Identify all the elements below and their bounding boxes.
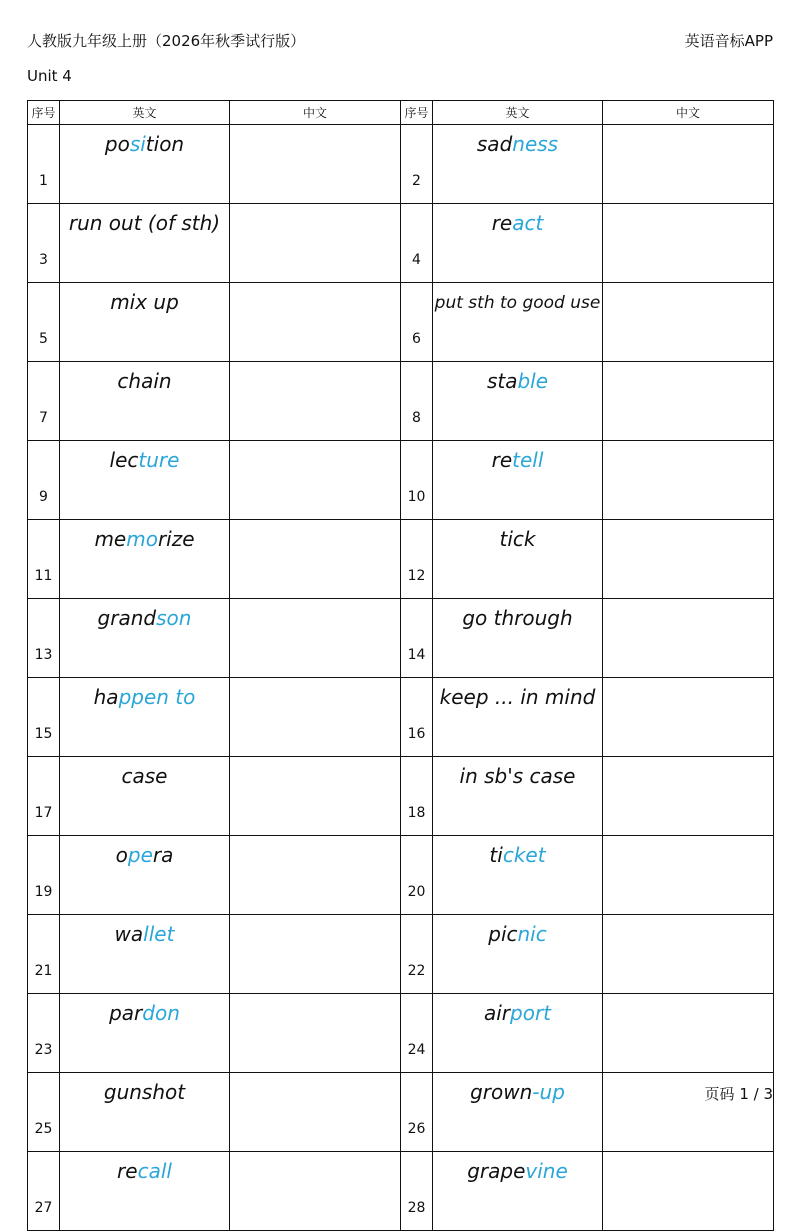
english-word: [60, 204, 230, 283]
header-chinese-right: 中文: [603, 101, 774, 125]
chinese-answer-cell[interactable]: [603, 1152, 774, 1231]
chinese-answer-cell[interactable]: [230, 599, 401, 678]
syllable-highlight: -up: [532, 1080, 565, 1104]
table-row: [28, 283, 774, 362]
english-word: [433, 283, 603, 362]
chinese-answer-cell[interactable]: [230, 1073, 401, 1152]
chinese-answer-cell[interactable]: [603, 994, 774, 1073]
syllable: re: [491, 211, 513, 235]
english-word: [433, 994, 603, 1073]
english-word: [60, 441, 230, 520]
syllable: grape: [467, 1159, 526, 1183]
syllable-highlight: son: [156, 606, 192, 630]
syllable: pic: [488, 922, 518, 946]
syllable: sad: [476, 132, 513, 156]
entry-number: 22: [401, 915, 433, 994]
entry-number: 10: [401, 441, 433, 520]
syllable: po: [104, 132, 130, 156]
english-word: [433, 520, 603, 599]
syllable-highlight: mo: [126, 527, 158, 551]
table-row: [28, 1073, 774, 1152]
chinese-answer-cell[interactable]: [603, 678, 774, 757]
chinese-answer-cell[interactable]: [230, 362, 401, 441]
english-word: [433, 1073, 603, 1152]
english-word: [433, 678, 603, 757]
chinese-answer-cell[interactable]: [230, 204, 401, 283]
entry-number: 7: [28, 362, 60, 441]
english-word: [60, 362, 230, 441]
syllable: rize: [157, 527, 195, 551]
entry-number: 6: [401, 283, 433, 362]
table-row: [28, 362, 774, 441]
entry-number: 28: [401, 1152, 433, 1231]
chinese-answer-cell[interactable]: [230, 125, 401, 204]
table-row: [28, 994, 774, 1073]
header-index-right: 序号: [401, 101, 433, 125]
chinese-answer-cell[interactable]: [230, 283, 401, 362]
syllable: me: [94, 527, 127, 551]
app-name: 英语音标APP: [684, 32, 773, 50]
document-title: 人教版九年级上册（2026年秋季试行版）: [27, 32, 306, 50]
english-word: [60, 915, 230, 994]
entry-number: 24: [401, 994, 433, 1073]
entry-number: 8: [401, 362, 433, 441]
syllable-highlight: nic: [517, 922, 547, 946]
syllable: o: [115, 843, 128, 867]
entry-number: 27: [28, 1152, 60, 1231]
syllable: chain: [117, 369, 172, 393]
table-row: [28, 125, 774, 204]
english-word: [60, 836, 230, 915]
entry-number: 19: [28, 836, 60, 915]
syllable: case: [121, 764, 168, 788]
syllable-highlight: don: [142, 1001, 180, 1025]
chinese-answer-cell[interactable]: [230, 678, 401, 757]
entry-number: 17: [28, 757, 60, 836]
english-word: [433, 1152, 603, 1231]
table-row: [28, 757, 774, 836]
english-word: [60, 599, 230, 678]
entry-number: 14: [401, 599, 433, 678]
syllable: air: [483, 1001, 511, 1025]
page-number: 页码 1 / 3: [704, 1085, 773, 1103]
entry-number: 11: [28, 520, 60, 599]
chinese-answer-cell[interactable]: [603, 283, 774, 362]
entry-number: 1: [28, 125, 60, 204]
syllable: re: [491, 448, 513, 472]
syllable: go through: [462, 606, 573, 630]
entry-number: 15: [28, 678, 60, 757]
chinese-answer-cell[interactable]: [603, 520, 774, 599]
syllable: par: [109, 1001, 143, 1025]
english-word: [433, 915, 603, 994]
entry-number: 16: [401, 678, 433, 757]
table-row: [28, 678, 774, 757]
header-english-right: 英文: [433, 101, 603, 125]
entry-number: 23: [28, 994, 60, 1073]
header-chinese-left: 中文: [230, 101, 401, 125]
chinese-answer-cell[interactable]: [230, 520, 401, 599]
english-word: [60, 994, 230, 1073]
entry-number: 3: [28, 204, 60, 283]
syllable-highlight: port: [510, 1001, 552, 1025]
table-row: [28, 520, 774, 599]
chinese-answer-cell[interactable]: [603, 362, 774, 441]
header-index-left: 序号: [28, 101, 60, 125]
english-word: [433, 441, 603, 520]
english-word: [433, 757, 603, 836]
table-row: [28, 915, 774, 994]
syllable: wa: [114, 922, 144, 946]
syllable-highlight: vine: [525, 1159, 568, 1183]
chinese-answer-cell[interactable]: [230, 757, 401, 836]
chinese-answer-cell[interactable]: [603, 599, 774, 678]
entry-number: 25: [28, 1073, 60, 1152]
syllable: gunshot: [103, 1080, 186, 1104]
chinese-answer-cell[interactable]: [603, 125, 774, 204]
syllable: ra: [152, 843, 174, 867]
syllable: ha: [93, 685, 119, 709]
vocabulary-table: [27, 100, 774, 1231]
entry-number: 2: [401, 125, 433, 204]
syllable-highlight: ness: [512, 132, 559, 156]
entry-number: 20: [401, 836, 433, 915]
table-row: [28, 441, 774, 520]
syllable-highlight: ppen to: [118, 685, 196, 709]
syllable: put sth to good use: [434, 293, 601, 313]
english-word: [60, 283, 230, 362]
chinese-answer-cell[interactable]: [230, 915, 401, 994]
syllable: in sb's case: [459, 764, 576, 788]
english-word: [60, 678, 230, 757]
syllable: grand: [97, 606, 157, 630]
table-row: [28, 836, 774, 915]
english-word: [433, 836, 603, 915]
table-row: [28, 1152, 774, 1231]
header-english-left: 英文: [60, 101, 230, 125]
english-word: [433, 599, 603, 678]
chinese-answer-cell[interactable]: [603, 757, 774, 836]
syllable-highlight: act: [512, 211, 544, 235]
syllable: re: [117, 1159, 138, 1183]
chinese-answer-cell[interactable]: [230, 994, 401, 1073]
syllable: ti: [489, 843, 503, 867]
english-word: [60, 1152, 230, 1231]
entry-number: 13: [28, 599, 60, 678]
syllable: lec: [109, 448, 139, 472]
syllable-highlight: tell: [512, 448, 544, 472]
syllable: mix up: [110, 290, 179, 314]
syllable-highlight: ture: [138, 448, 180, 472]
syllable-highlight: ble: [517, 369, 549, 393]
entry-number: 21: [28, 915, 60, 994]
entry-number: 12: [401, 520, 433, 599]
syllable-highlight: cket: [502, 843, 546, 867]
entry-number: 5: [28, 283, 60, 362]
english-word: [433, 204, 603, 283]
syllable: grown: [470, 1080, 533, 1104]
english-word: [60, 125, 230, 204]
table-row: [28, 599, 774, 678]
syllable-highlight: call: [137, 1159, 172, 1183]
entry-number: 9: [28, 441, 60, 520]
syllable: tion: [145, 132, 185, 156]
entry-number: 18: [401, 757, 433, 836]
unit-label: Unit 4: [27, 67, 72, 85]
chinese-answer-cell[interactable]: [230, 1152, 401, 1231]
chinese-answer-cell[interactable]: [603, 915, 774, 994]
chinese-answer-cell[interactable]: [230, 836, 401, 915]
english-word: [60, 757, 230, 836]
entry-number: 26: [401, 1073, 433, 1152]
table-body: [28, 125, 774, 1231]
table-header-row: [28, 101, 774, 125]
english-word: [433, 362, 603, 441]
table-row: [28, 204, 774, 283]
syllable: tick: [499, 527, 536, 551]
syllable-highlight: si: [129, 132, 146, 156]
chinese-answer-cell[interactable]: [603, 204, 774, 283]
syllable: keep ... in mind: [439, 685, 596, 709]
syllable: run out (of sth): [68, 211, 221, 235]
chinese-answer-cell[interactable]: [603, 836, 774, 915]
syllable-highlight: llet: [143, 922, 175, 946]
english-word: [60, 1073, 230, 1152]
entry-number: 4: [401, 204, 433, 283]
syllable-highlight: pe: [127, 843, 153, 867]
english-word: [433, 125, 603, 204]
chinese-answer-cell[interactable]: [230, 441, 401, 520]
chinese-answer-cell[interactable]: [603, 441, 774, 520]
english-word: [60, 520, 230, 599]
syllable: sta: [486, 369, 518, 393]
